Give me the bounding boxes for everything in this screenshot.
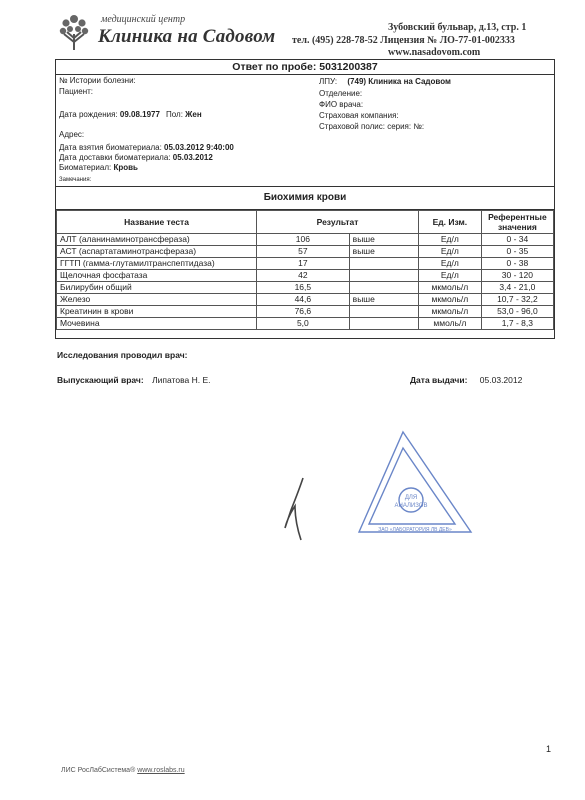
unit-cell: мкмоль/л bbox=[418, 294, 481, 306]
lpu-value: (749) Клиника на Садовом bbox=[347, 77, 451, 86]
sex-value: Жен bbox=[185, 110, 202, 119]
issue-date-label: Дата выдачи: bbox=[410, 375, 468, 385]
result-value-cell: 44,6 bbox=[257, 294, 350, 306]
result-flag-cell bbox=[349, 270, 418, 282]
stamp-ring-text: ЗАО «ЛАБОРАТОРИЯ ЛВ ДЕВ» bbox=[378, 527, 452, 533]
table-header-row bbox=[57, 211, 554, 234]
ref-range-cell: 53,0 - 96,0 bbox=[481, 306, 553, 318]
dob-label: Дата рождения: bbox=[59, 110, 118, 119]
taken-label: Дата взятия биоматериала: bbox=[59, 143, 162, 152]
clinic-phone-license: тел. (495) 228-78-52 Лицензия № ЛО-77-01-002333 bbox=[292, 35, 515, 46]
taken-row bbox=[59, 143, 234, 153]
sample-title-label: Ответ по пробе: bbox=[232, 61, 317, 73]
unit-cell: Ед/л bbox=[418, 246, 481, 258]
sex-label: Пол: bbox=[166, 110, 183, 119]
clinic-address: Зубовский бульвар, д.13, стр. 1 bbox=[388, 22, 527, 33]
ref-range-cell: 30 - 120 bbox=[481, 270, 553, 282]
issuing-row bbox=[57, 375, 210, 385]
sample-title bbox=[56, 60, 554, 75]
issuing-value: Липатова Н. Е. bbox=[152, 375, 211, 385]
table-row bbox=[57, 318, 554, 330]
ref-range-cell: 1,7 - 8,3 bbox=[481, 318, 553, 330]
unit-cell: Ед/л bbox=[418, 234, 481, 246]
ref-range-cell: 10,7 - 32,2 bbox=[481, 294, 553, 306]
issue-date-value: 05.03.2012 bbox=[479, 375, 523, 385]
page-number: 1 bbox=[546, 744, 552, 754]
col-ref: Референтные значения bbox=[481, 211, 553, 234]
lpu-row bbox=[319, 77, 451, 87]
test-name-cell: Железо bbox=[57, 294, 257, 306]
test-name-cell: АЛТ (аланинаминотрансфераза) bbox=[57, 234, 257, 246]
lis-footer bbox=[61, 767, 185, 774]
test-name-cell: Щелочная фосфатаза bbox=[57, 270, 257, 282]
result-value-cell: 16,5 bbox=[257, 282, 350, 294]
lab-stamp bbox=[355, 428, 475, 540]
table-row bbox=[57, 270, 554, 282]
clinic-logo-tree-icon bbox=[58, 14, 90, 52]
address-label: Адрес: bbox=[59, 130, 85, 139]
result-value-cell: 42 bbox=[257, 270, 350, 282]
sample-number: 5031200387 bbox=[319, 61, 378, 73]
issuing-label: Выпускающий врач: bbox=[57, 375, 144, 385]
result-flag-cell bbox=[349, 258, 418, 270]
insurance-label: Страховая компания: bbox=[319, 111, 399, 120]
test-name-cell: Билирубин общий bbox=[57, 282, 257, 294]
unit-cell: Ед/л bbox=[418, 270, 481, 282]
test-name-cell: ГГТП (гамма-глутамилтранспептидаза) bbox=[57, 258, 257, 270]
result-value-cell: 76,6 bbox=[257, 306, 350, 318]
table-row bbox=[57, 246, 554, 258]
biomaterial-label: Биоматериал: bbox=[59, 163, 112, 172]
clinic-website[interactable]: www.nasadovom.com bbox=[388, 47, 481, 58]
sex-row bbox=[166, 110, 202, 120]
logo-subtitle: медицинский центр bbox=[101, 14, 186, 25]
result-value-cell: 17 bbox=[257, 258, 350, 270]
taken-value: 05.03.2012 9:40:00 bbox=[164, 143, 234, 152]
lis-prefix: ЛИС РосЛабСистема® bbox=[61, 767, 136, 774]
result-value-cell: 106 bbox=[257, 234, 350, 246]
result-flag-cell: выше bbox=[349, 246, 418, 258]
department-label: Отделение: bbox=[319, 89, 363, 98]
logo-title: Клиника на Садовом bbox=[98, 26, 276, 47]
table-row bbox=[57, 234, 554, 246]
test-name-cell: Мочевина bbox=[57, 318, 257, 330]
biomaterial-value: Кровь bbox=[113, 163, 138, 172]
unit-cell: мкмоль/л bbox=[418, 282, 481, 294]
biomaterial-row bbox=[59, 163, 138, 173]
dob-row bbox=[59, 110, 160, 120]
policy-label: Страховой полис: серия: №: bbox=[319, 122, 425, 131]
issue-date-row bbox=[410, 375, 522, 385]
table-row bbox=[57, 294, 554, 306]
lis-link[interactable]: www.roslabs.ru bbox=[137, 767, 185, 774]
table-row bbox=[57, 306, 554, 318]
result-flag-cell bbox=[349, 282, 418, 294]
result-flag-cell: выше bbox=[349, 294, 418, 306]
delivered-value: 05.03.2012 bbox=[172, 153, 213, 162]
result-flag-cell bbox=[349, 306, 418, 318]
doctor-signature bbox=[281, 476, 309, 542]
col-result: Результат bbox=[257, 211, 419, 234]
stamp-line1: ДЛЯ bbox=[404, 495, 418, 501]
table-row bbox=[57, 282, 554, 294]
performed-label: Исследования проводил врач: bbox=[57, 350, 188, 360]
notes-label: Замечания: bbox=[59, 177, 92, 183]
col-test-name: Название теста bbox=[57, 211, 257, 234]
col-unit: Ед. Изм. bbox=[418, 211, 481, 234]
delivered-label: Дата доставки биоматериала: bbox=[59, 153, 171, 162]
test-name-cell: Креатинин в крови bbox=[57, 306, 257, 318]
section-title: Биохимия крови bbox=[56, 186, 554, 210]
ref-range-cell: 0 - 38 bbox=[481, 258, 553, 270]
unit-cell: мкмоль/л bbox=[418, 306, 481, 318]
unit-cell: Ед/л bbox=[418, 258, 481, 270]
history-label: № Истории болезни: bbox=[59, 76, 136, 85]
ref-range-cell: 0 - 35 bbox=[481, 246, 553, 258]
table-row bbox=[57, 258, 554, 270]
result-value-cell: 5,0 bbox=[257, 318, 350, 330]
patient-label: Пациент: bbox=[59, 87, 94, 96]
ref-range-cell: 3,4 - 21,0 bbox=[481, 282, 553, 294]
doctor-label: ФИО врача: bbox=[319, 100, 364, 109]
test-name-cell: АСТ (аспартатаминотрансфераза) bbox=[57, 246, 257, 258]
result-flag-cell: выше bbox=[349, 234, 418, 246]
delivered-row bbox=[59, 153, 213, 163]
stamp-line2: АНАЛИЗОВ bbox=[394, 503, 428, 509]
unit-cell: ммоль/л bbox=[418, 318, 481, 330]
lpu-label: ЛПУ: bbox=[319, 77, 338, 86]
results-table bbox=[56, 210, 554, 330]
dob-value: 09.08.1977 bbox=[119, 110, 160, 119]
result-value-cell: 57 bbox=[257, 246, 350, 258]
ref-range-cell: 0 - 34 bbox=[481, 234, 553, 246]
result-flag-cell bbox=[349, 318, 418, 330]
